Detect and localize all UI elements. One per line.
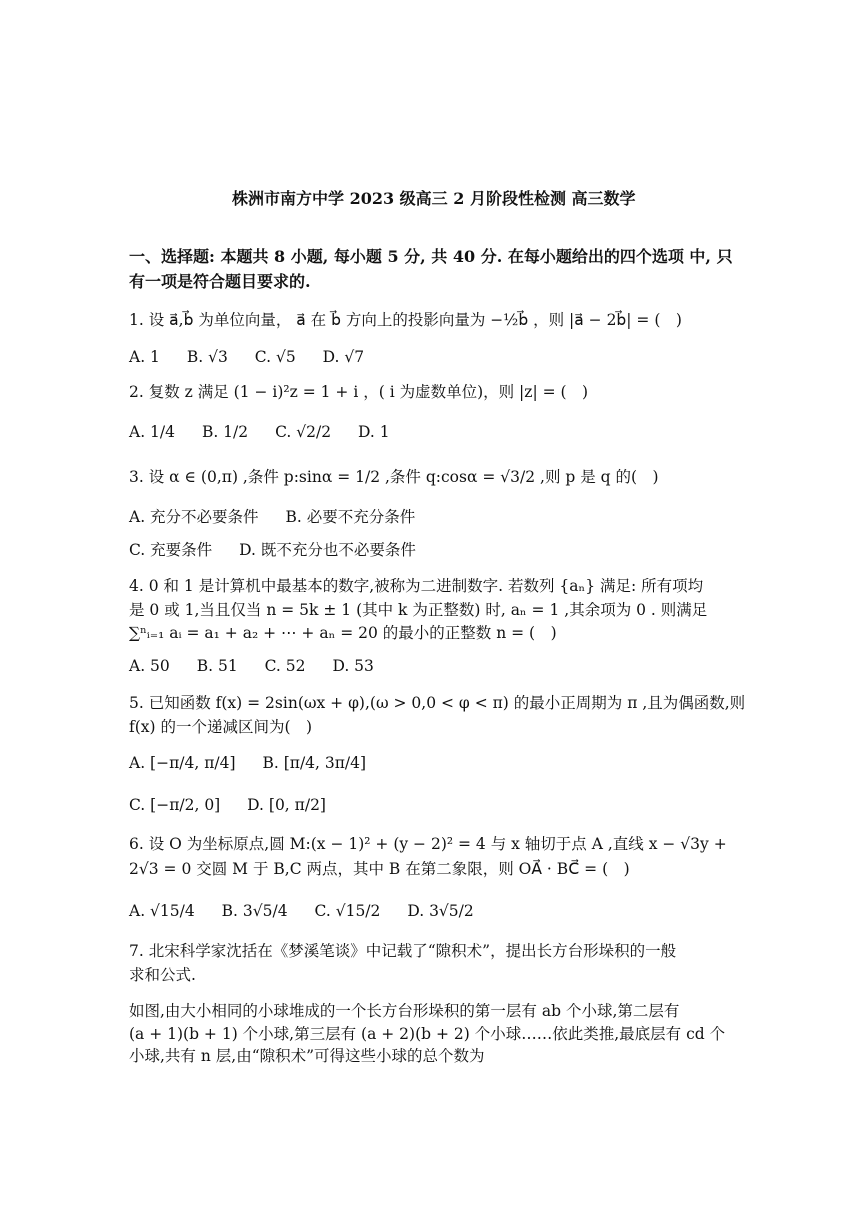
question-7-line-1: 7. 北宋科学家沈括在《梦溪笔谈》中记载了“隙积术”，提出长方台形垛积的一般 (129, 942, 677, 960)
question-7-line-2: 求和公式. (129, 966, 196, 984)
question-3-options-row-2 (129, 539, 438, 561)
option-c: C. [−π/2, 0] (129, 796, 221, 814)
option-d: D. 1 (358, 423, 390, 441)
option-d: D. √7 (322, 348, 365, 366)
option-d: D. [0, π/2] (247, 796, 326, 814)
option-c: C. 充要条件 (129, 541, 213, 559)
question-4-line-3: ∑ⁿᵢ₌₁ aᵢ = a₁ + a₂ + ⋯ + aₙ = 20 的最小的正整数 n = ( ) (129, 624, 557, 642)
question-5-options-row-1 (129, 752, 388, 774)
question-4-line-1: 4. 0 和 1 是计算机中最基本的数字,被称为二进制数字. 若数列 {aₙ} 满足: 所有项均 (129, 577, 704, 595)
question-3-stem: 3. 设 α ∈ (0,π) ,条件 p:sinα = 1/2 ,条件 q:cosα = √3/2 ,则 p 是 q 的( ) (129, 468, 659, 486)
option-b: B. 1/2 (201, 423, 249, 441)
question-1-options (129, 346, 386, 368)
question-7-line-4: (a + 1)(b + 1) 个小球,第三层有 (a + 2)(b + 2) 个小球……依此类推,最底层有 cd 个 (129, 1025, 726, 1043)
question-2-options (129, 421, 412, 443)
option-b: B. √3 (186, 348, 228, 366)
question-1-stem: 1. 设 a⃗,b⃗ 为单位向量， a⃗ 在 b⃗ 方向上的投影向量为 −½b⃗ ，则 |a⃗ − 2b⃗| = ( ) (129, 311, 682, 329)
option-a: A. [−π/4, π/4] (129, 754, 236, 772)
question-6-line-1: 6. 设 O 为坐标原点,圆 M:(x − 1)² + (y − 2)² = 4 与 x 轴切于点 A ,直线 x − √3y + (129, 835, 727, 853)
question-7-line-3: 如图,由大小相同的小球堆成的一个长方台形垛积的第一层有 ab 个小球,第二层有 (129, 1002, 680, 1020)
question-5-line-1: 5. 已知函数 f(x) = 2sin(ωx + φ),(ω > 0,0 < φ < π) 的最小正周期为 π ,且为偶函数,则 (129, 694, 746, 712)
option-a: A. 50 (129, 657, 170, 675)
option-b: B. 3√5/4 (221, 902, 288, 920)
question-6-options (129, 900, 496, 922)
option-b: B. 51 (196, 657, 238, 675)
option-a: A. 1 (129, 348, 160, 366)
option-c: C. √15/2 (314, 902, 381, 920)
option-c: C. √2/2 (275, 423, 332, 441)
question-4-options (129, 655, 396, 677)
option-c: C. √5 (254, 348, 296, 366)
option-a: A. 1/4 (129, 423, 175, 441)
page-title: 株洲市南方中学 2023 级高三 2 月阶段性检测 高三数学 (232, 189, 636, 208)
option-d: D. 既不充分也不必要条件 (239, 541, 416, 559)
question-5-line-2: f(x) 的一个递减区间为( ) (129, 718, 313, 736)
option-b: B. [π/4, 3π/4] (262, 754, 367, 772)
option-a: A. 充分不必要条件 (129, 508, 259, 526)
option-d: D. 53 (332, 657, 374, 675)
option-c: C. 52 (264, 657, 306, 675)
question-2-stem: 2. 复数 z 满足 (1 − i)²z = 1 + i ，( i 为虚数单位)，则 |z| = ( ) (129, 383, 589, 401)
question-6-line-2: 2√3 = 0 交圆 M 于 B,C 两点，其中 B 在第二象限，则 OA⃗ · BC⃗ = ( ) (129, 860, 630, 878)
option-d: D. 3√5/2 (407, 902, 474, 920)
section-heading-line-2: 有一项是符合题目要求的. (129, 272, 311, 291)
question-3-options-row-1 (129, 506, 437, 528)
question-7-line-5: 小球,共有 n 层,由“隙积术”可得这些小球的总个数为 (129, 1047, 485, 1065)
question-5-options-row-2 (129, 794, 348, 816)
section-heading-line-1: 一、选择题: 本题共 8 小题, 每小题 5 分, 共 40 分. 在每小题给出的四个选项 中, 只 (129, 247, 733, 266)
option-b: B. 必要不充分条件 (285, 508, 416, 526)
question-4-line-2: 是 0 或 1,当且仅当 n = 5k ± 1 (其中 k 为正整数) 时, aₙ = 1 ,其余项为 0 . 则满足 (129, 601, 708, 619)
option-a: A. √15/4 (129, 902, 195, 920)
